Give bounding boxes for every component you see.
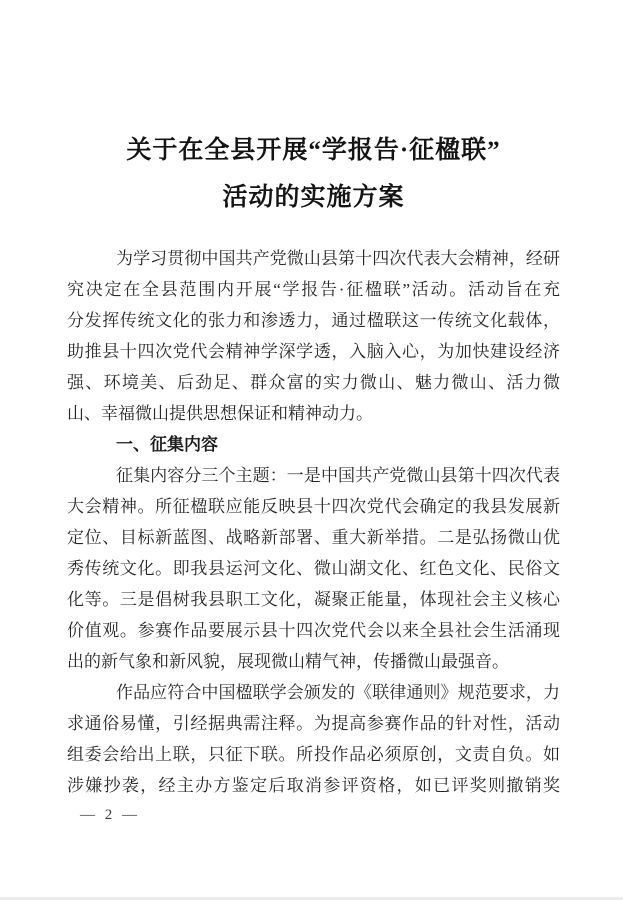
- paragraph-2-line: 化等。三是倡树我县职工文化，凝聚正能量，体现社会主义核心: [67, 590, 560, 609]
- paragraph-3-line: 组委会给出上联，只征下联。所投作品必须原创，文责自负。如: [67, 745, 560, 764]
- section-heading-1: 一、征集内容: [116, 435, 218, 454]
- paragraph-1-line: 为学习贯彻中国共产党微山县第十四次代表大会精神，经研: [116, 249, 560, 268]
- paragraph-1-line: 山、幸福微山提供思想保证和精神动力。: [67, 404, 373, 423]
- title-line-1: 关于在全县开展“学报告·征楹联”: [126, 137, 501, 164]
- title-line-2: 活动的实施方案: [222, 184, 405, 211]
- page-number: — 2 —: [80, 807, 140, 823]
- paragraph-3-line: 作品应符合中国楹联学会颁发的《联律通则》规范要求，力: [116, 683, 560, 702]
- paragraph-2-line: 征集内容分三个主题：一是中国共产党微山县第十四次代表: [116, 466, 560, 485]
- paragraph-3-line: 涉嫌抄袭，经主办方鉴定后取消参评资格，如已评奖则撤销奖: [67, 776, 560, 795]
- paragraph-2-line: 秀传统文化。即我县运河文化、微山湖文化、红色文化、民俗文: [67, 559, 560, 578]
- paragraph-1-line: 强、环境美、后劲足、群众富的实力微山、魅力微山、活力微: [67, 373, 560, 392]
- document-body: [67, 243, 560, 801]
- document-title: [67, 127, 560, 221]
- paragraph-1-line: 分发挥传统文化的张力和渗透力，通过楹联这一传统文化载体，: [67, 311, 560, 330]
- paragraph-3-line: 求通俗易懂，引经据典需注释。为提高参赛作品的针对性，活动: [67, 714, 560, 733]
- paragraph-2-line: 定位、目标新蓝图、战略新部署、重大新举措。二是弘扬微山优: [67, 528, 560, 547]
- paragraph-2-line: 出的新气象和新风貌，展现微山精气神，传播微山最强音。: [67, 652, 509, 671]
- paragraph-1-line: 究决定在全县范围内开展“学报告·征楹联”活动。活动旨在充: [67, 280, 560, 299]
- paragraph-2-line: 价值观。参赛作品要展示县十四次党代会以来全县社会生活涌现: [67, 621, 560, 640]
- paragraph-2-line: 大会精神。所征楹联应能反映县十四次党代会确定的我县发展新: [67, 497, 560, 516]
- paragraph-1-line: 助推县十四次党代会精神学深学透，入脑入心，为加快建设经济: [67, 342, 560, 361]
